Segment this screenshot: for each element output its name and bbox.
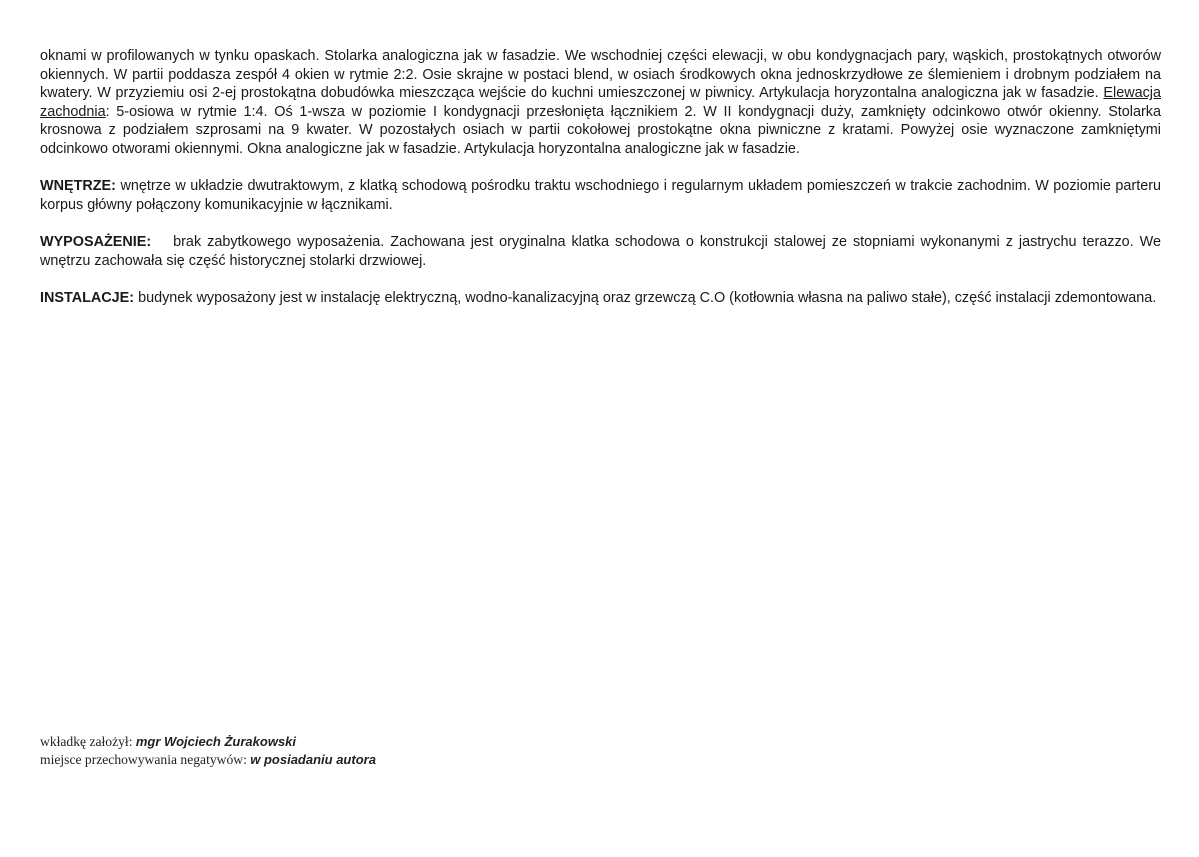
footer-author-line	[40, 733, 376, 751]
paragraph-elevations-text-2: : 5-osiowa w rytmie 1:4. Oś 1-wsza w poziomie I kondygnacji przesłonięta łącznikiem 2. W II kondygnacji duży, zamknięty odcinkowo otwór okienny. Stolarka krosnowa z podziałem szprosami na 9 kwater. W pozostałych osiach w partii cokołowej prostokątne okna piwniczne z kratami. Powyżej osie wyznaczone zamkniętymi odcinkowo otworami okiennymi. Okna analogiczne jak w fasadzie. Artykulacja horyzontalna analogiczne jak w fasadzie.	[40, 103, 1161, 157]
paragraph-wyposazenie	[40, 233, 1161, 270]
label-wnetrze: WNĘTRZE:	[40, 178, 116, 195]
document-footer	[40, 733, 376, 769]
footer-author-label: wkładkę założył:	[40, 734, 136, 749]
paragraph-elevations-text-1: oknami w profilowanych w tynku opaskach. Stolarka analogiczna jak w fasadzie. We wschodniej części elewacji, w obu kondygnacjach pary, wąskich, prostokątnych otworów okiennych. W partii poddasza zespół 4 okien w rytmie 2:2. Osie skrajne w postaci blend, w osiach środkowych okna jednoskrzydłowe ze ślemieniem i drobnym podziałem na kwatery. W przyziemiu osi 2-ej prostokątna dobudówka mieszcząca wejście do kuchni umieszczonej w piwnicy. Artykulacja horyzontalna analogiczna jak w fasadzie.	[40, 48, 1161, 102]
footer-storage-line	[40, 751, 376, 769]
footer-storage-value: w posiadaniu autora	[250, 752, 376, 767]
text-instalacje: budynek wyposażony jest w instalację elektryczną, wodno-kanalizacyjną oraz grzewczą C.O (kotłownia własna na paliwo stałe), część instalacji zdemontowana.	[134, 289, 1157, 306]
label-instalacje: INSTALACJE:	[40, 289, 135, 306]
text-wyposazenie: brak zabytkowego wyposażenia. Zachowana jest oryginalna klatka schodowa o konstrukcji stalowej ze stopniami wykonanymi z jastrychu terazzo. We wnętrzu zachowała się część historycznej stolarki drzwiowej.	[40, 233, 1161, 269]
paragraph-instalacje	[40, 289, 1161, 308]
text-wnetrze: wnętrze w układzie dwutraktowym, z klatką schodową pośrodku traktu wschodniego i regularnym układem pomieszczeń w trakcie zachodnim. W poziomie parteru korpus główny połączony komunikacyjnie w łącznikami.	[40, 178, 1161, 213]
label-wyposazenie: WYPOSAŻENIE:	[40, 233, 152, 250]
document-body	[40, 47, 1161, 326]
paragraph-wnetrze	[40, 177, 1161, 214]
footer-storage-label: miejsce przechowywania negatywów:	[40, 752, 251, 767]
heading-elewacja-zachodnia: Elewacja zachodnia	[40, 85, 1161, 120]
paragraph-elevations	[40, 47, 1161, 159]
footer-author-value: mgr Wojciech Żurakowski	[135, 734, 297, 749]
